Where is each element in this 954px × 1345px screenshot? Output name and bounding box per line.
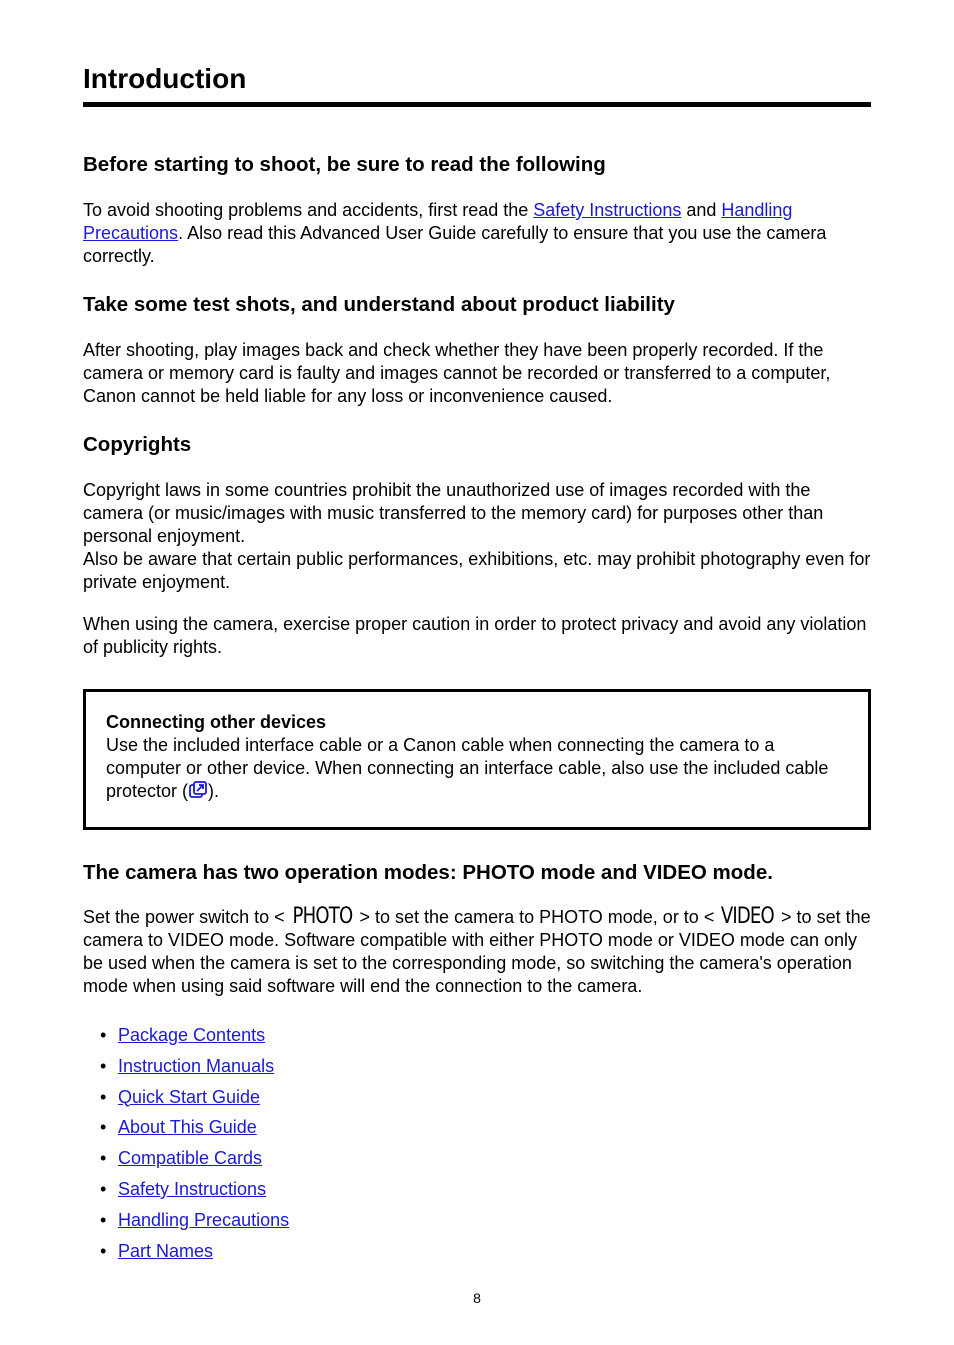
- list-item: [100, 1020, 871, 1051]
- heading-modes: The camera has two operation modes: PHOTO mode and VIDEO mode.: [83, 861, 773, 884]
- text-segment: . Also read this Advanced User Guide carefully to ensure that you use the camera correctly.: [83, 223, 827, 266]
- page-number: 8: [473, 1290, 481, 1306]
- heading-copyrights: Copyrights: [83, 433, 192, 456]
- text-segment: and: [681, 200, 722, 220]
- link-safety-instructions[interactable]: Safety Instructions: [533, 200, 682, 220]
- video-mode-icon: VIDEO: [721, 904, 775, 929]
- list-item: [100, 1112, 871, 1143]
- heading-before-shoot: Before starting to shoot, be sure to read the following: [83, 153, 606, 176]
- list-item: [100, 1236, 871, 1267]
- paragraph-test-shots: After shooting, play images back and check whether they have been properly recorded. If the camera or memory card is faulty and images cannot be recorded or transferred to a computer, Canon cannot be held liable for any loss or inconvenience caused.: [83, 340, 831, 406]
- link-safety-instructions-list[interactable]: Safety Instructions: [118, 1178, 267, 1199]
- heading-test-shots: Take some test shots, and understand about product liability: [83, 293, 675, 316]
- external-link-icon[interactable]: [188, 780, 208, 806]
- text-segment: Use the included interface cable or a Canon cable when connecting the camera to a computer or other device. When connecting an interface cable, also use the included cable protector (: [106, 735, 829, 801]
- list-item: [100, 1143, 871, 1174]
- link-about-this-guide[interactable]: About This Guide: [118, 1117, 257, 1138]
- paragraph-before-shoot: [83, 199, 871, 268]
- page-title: Introduction: [83, 60, 871, 107]
- link-instruction-manuals[interactable]: Instruction Manuals: [118, 1055, 275, 1076]
- paragraph-copyrights-1: Copyright laws in some countries prohibit the unauthorized use of images recorded with the camera (or music/images with music transferred to the memory card) for purposes other than personal enjoyment.: [83, 480, 824, 546]
- text-segment: To avoid shooting problems and accidents, first read the: [83, 200, 534, 220]
- link-compatible-cards[interactable]: Compatible Cards: [118, 1148, 263, 1169]
- text-segment: ).: [208, 781, 220, 801]
- list-item: [100, 1174, 871, 1205]
- related-links-list: [83, 1020, 871, 1266]
- list-item: [100, 1205, 871, 1236]
- text-segment: > to set the camera to VIDEO mode. Software compatible with either PHOTO mode or VIDEO mode can only be used when the camera is set to the corresponding mode, so switching the camera's operation mode when using said software will end the connection to the camera.: [83, 907, 871, 996]
- list-item: [100, 1082, 871, 1113]
- page-content: [83, 60, 871, 1266]
- link-quick-start-guide[interactable]: Quick Start Guide: [118, 1086, 261, 1107]
- text-segment: > to set the camera to PHOTO mode, or to <: [354, 907, 720, 927]
- photo-mode-icon: PHOTO: [292, 904, 352, 929]
- text-segment: Set the power switch to <: [83, 907, 290, 927]
- paragraph-copyrights-3: When using the camera, exercise proper caution in order to protect privacy and avoid any violation of publicity rights.: [83, 614, 867, 657]
- link-handling-precautions[interactable]: Handling Precautions: [83, 200, 793, 243]
- note-text: [106, 734, 848, 806]
- note-title: Connecting other devices: [106, 712, 327, 732]
- note-box: [83, 689, 871, 830]
- link-package-contents[interactable]: Package Contents: [118, 1025, 266, 1045]
- paragraph-copyrights-2: Also be aware that certain public performances, exhibitions, etc. may prohibit photography even for private enjoyment.: [83, 549, 871, 592]
- paragraph-modes: [83, 906, 871, 998]
- list-item: [100, 1051, 871, 1082]
- link-part-names[interactable]: Part Names: [118, 1240, 214, 1261]
- link-handling-precautions-list[interactable]: Handling Precautions: [118, 1209, 290, 1230]
